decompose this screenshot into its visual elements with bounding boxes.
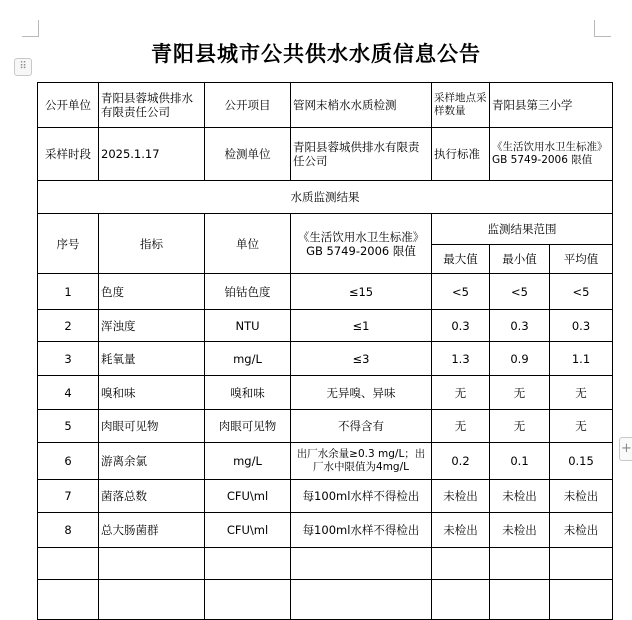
table-row [38, 410, 613, 443]
row-min: <5 [490, 274, 550, 310]
add-column-icon[interactable]: + [619, 437, 632, 461]
row-limit: ≤3 [291, 342, 432, 376]
empty-cell [291, 548, 432, 580]
row-no: 2 [38, 310, 99, 342]
empty-cell [490, 580, 550, 620]
standard-value: 《生活饮用水卫生标准》GB 5749-2006 限值 [490, 128, 613, 181]
empty-cell [291, 580, 432, 620]
empty-cell [99, 548, 205, 580]
row-limit: 每100ml水样不得检出 [291, 480, 432, 513]
row-limit: 不得含有 [291, 410, 432, 443]
row-unit: 铂钴色度 [205, 274, 291, 310]
row-limit: ≤15 [291, 274, 432, 310]
header-range: 监测结果范围 [432, 214, 613, 245]
table-row [38, 274, 613, 310]
row-avg: <5 [550, 274, 613, 310]
row-indicator: 总大肠菌群 [99, 513, 205, 548]
row-avg: 未检出 [550, 513, 613, 548]
empty-cell [550, 580, 613, 620]
site-label: 采样地点采样数量 [432, 83, 490, 128]
row-unit: 肉眼可见物 [205, 410, 291, 443]
empty-cell [205, 580, 291, 620]
publisher-value: 青阳县蓉城供排水有限责任公司 [99, 83, 205, 128]
row-no: 4 [38, 376, 99, 410]
publisher-label: 公开单位 [38, 83, 99, 128]
empty-cell [99, 580, 205, 620]
water-quality-table [37, 82, 613, 620]
row-min: 0.9 [490, 342, 550, 376]
standard-label: 执行标准 [432, 128, 490, 181]
row-max: 0.2 [432, 443, 490, 480]
row-min: 未检出 [490, 480, 550, 513]
table-row [38, 443, 613, 480]
row-limit: ≤1 [291, 310, 432, 342]
info-row [38, 128, 613, 181]
page-title: 青阳县城市公共供水水质信息公告 [151, 42, 481, 66]
row-max: 0.3 [432, 310, 490, 342]
header-indicator: 指标 [99, 214, 205, 274]
row-unit: CFU\ml [205, 480, 291, 513]
empty-cell [205, 548, 291, 580]
row-max: 未检出 [432, 480, 490, 513]
site-value: 青阳县第三小学 [490, 83, 613, 128]
row-avg: 0.15 [550, 443, 613, 480]
empty-cell [432, 580, 490, 620]
row-limit: 无异嗅、异味 [291, 376, 432, 410]
table-row [38, 376, 613, 410]
empty-cell [38, 580, 99, 620]
header-limit: 《生活饮用水卫生标准》GB 5749-2006 限值 [291, 214, 432, 274]
row-no: 5 [38, 410, 99, 443]
table-move-handle-icon[interactable]: ⠿ [14, 58, 32, 76]
tester-value: 青阳县蓉城供排水有限责任公司 [291, 128, 432, 181]
row-avg: 无 [550, 410, 613, 443]
row-no: 8 [38, 513, 99, 548]
row-min: 无 [490, 376, 550, 410]
table-row [38, 480, 613, 513]
row-indicator: 菌落总数 [99, 480, 205, 513]
empty-cell [490, 548, 550, 580]
table-row [38, 342, 613, 376]
row-min: 无 [490, 410, 550, 443]
empty-cell [550, 548, 613, 580]
page-corner-mark [22, 20, 39, 37]
results-title: 水质监测结果 [38, 181, 613, 214]
row-max: 无 [432, 410, 490, 443]
row-no: 7 [38, 480, 99, 513]
row-avg: 0.3 [550, 310, 613, 342]
row-unit: CFU\ml [205, 513, 291, 548]
header-min: 最小值 [490, 245, 550, 274]
item-label: 公开项目 [205, 83, 291, 128]
row-unit: 嗅和味 [205, 376, 291, 410]
row-indicator: 游离余氯 [99, 443, 205, 480]
empty-row [38, 580, 613, 620]
empty-cell [432, 548, 490, 580]
time-value: 2025.1.17 [99, 128, 205, 181]
row-indicator: 耗氧量 [99, 342, 205, 376]
row-max: 1.3 [432, 342, 490, 376]
info-row [38, 83, 613, 128]
row-no: 6 [38, 443, 99, 480]
empty-row [38, 548, 613, 580]
header-row [38, 214, 613, 245]
row-unit: mg/L [205, 443, 291, 480]
table-row [38, 310, 613, 342]
header-no: 序号 [38, 214, 99, 274]
row-indicator: 肉眼可见物 [99, 410, 205, 443]
row-min: 未检出 [490, 513, 550, 548]
results-title-row [38, 181, 613, 214]
row-avg: 无 [550, 376, 613, 410]
row-max: <5 [432, 274, 490, 310]
page-corner-mark [594, 20, 611, 37]
row-unit: NTU [205, 310, 291, 342]
table-row [38, 513, 613, 548]
row-min: 0.1 [490, 443, 550, 480]
row-no: 1 [38, 274, 99, 310]
tester-label: 检测单位 [205, 128, 291, 181]
row-unit: mg/L [205, 342, 291, 376]
row-max: 无 [432, 376, 490, 410]
empty-cell [38, 548, 99, 580]
item-value: 管网末梢水水质检测 [291, 83, 432, 128]
time-label: 采样时段 [38, 128, 99, 181]
row-limit: 出厂水余量≥0.3 mg/L；出厂水中限值为4mg/L [291, 443, 432, 480]
row-avg: 未检出 [550, 480, 613, 513]
row-avg: 1.1 [550, 342, 613, 376]
header-unit: 单位 [205, 214, 291, 274]
row-min: 0.3 [490, 310, 550, 342]
row-indicator: 色度 [99, 274, 205, 310]
row-limit: 每100ml水样不得检出 [291, 513, 432, 548]
header-max: 最大值 [432, 245, 490, 274]
header-avg: 平均值 [550, 245, 613, 274]
row-indicator: 嗅和味 [99, 376, 205, 410]
row-no: 3 [38, 342, 99, 376]
row-indicator: 浑浊度 [99, 310, 205, 342]
row-max: 未检出 [432, 513, 490, 548]
